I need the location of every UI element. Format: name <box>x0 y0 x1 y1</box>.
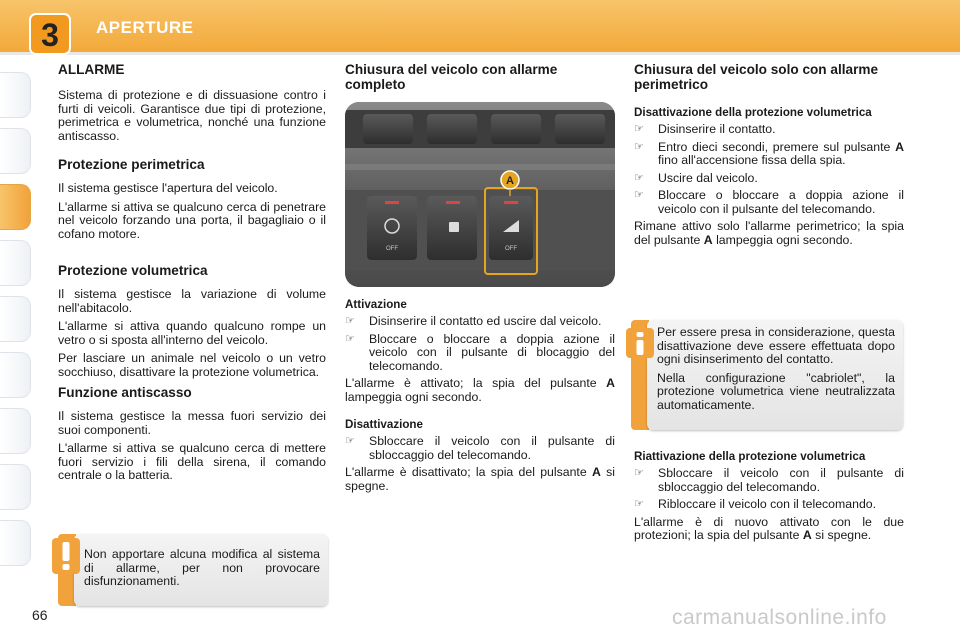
side-tab-3-active[interactable] <box>0 184 31 230</box>
side-tab-4[interactable] <box>0 240 31 286</box>
list-item: ☞ Entro dieci secondi, premere sul pulsante A fino all'accensione fissa della spia. <box>634 139 904 167</box>
info-p2: Nella configurazione "cabriolet", la protezione volumetrica viene neutralizzata automaticamente. <box>657 370 895 412</box>
section-title-antiscasso: Funzione antiscasso <box>58 385 192 400</box>
pointing-hand-icon: ☞ <box>634 123 644 135</box>
column-riattivazione <box>634 450 904 548</box>
antiscasso-p1: Il sistema gestisce la messa fuori servizio dei suoi componenti. <box>58 409 326 437</box>
dashboard-buttons-photo <box>345 102 615 287</box>
callout-a-label: A <box>506 175 514 187</box>
attivazione-note: L'allarme è attivato; la spia del pulsante A lampeggia ogni secondo. <box>345 376 616 404</box>
pointing-hand-icon: ☞ <box>634 189 644 201</box>
column-completo-body <box>345 298 615 498</box>
allarme-intro: Sistema di protezione e di dissuasione contro i furti di veicoli. Garantisce due tipi di protezione, perimetrica e volumetrica, nonché una funzione antiscasso. <box>58 88 326 143</box>
subsection-title-riattivazione: Riattivazione della protezione volumetrica <box>634 450 866 463</box>
side-tab-7[interactable] <box>0 408 31 454</box>
list-item: ☞ Sbloccare il veicolo con il pulsante di sbloccaggio del telecomando. <box>634 466 904 494</box>
warning-box <box>74 534 328 606</box>
side-tab-6[interactable] <box>0 352 31 398</box>
riattivazione-note: L'allarme è di nuovo attivato con le due protezioni; la spia del pulsante A si spegne. <box>634 514 904 542</box>
pointing-hand-icon: ☞ <box>345 435 355 447</box>
antiscasso-p2: L'allarme si attiva se qualcuno cerca di mettere fuori servizio i fili della sirena, il comando centrale o la batteria. <box>58 441 326 482</box>
pointing-hand-icon: ☞ <box>634 140 644 153</box>
pointing-hand-icon: ☞ <box>634 498 644 510</box>
list-item: ☞ Uscire dal veicolo. <box>634 170 758 185</box>
volumetrica-p3: Per lasciare un animale nel veicolo o un vetro socchiuso, disattivare la protezione volumetrica. <box>58 351 326 379</box>
info-icon <box>626 328 654 358</box>
watermark: carmanualsonline.info <box>672 606 887 629</box>
volumetrica-p2: L'allarme si attiva quando qualcuno rompe un vetro o si sposta all'interno del veicolo. <box>58 319 326 347</box>
pointing-hand-icon: ☞ <box>634 171 644 184</box>
side-tab-9[interactable] <box>0 520 31 566</box>
section-title-completo: Chiusura del veicolo con allarme completo <box>345 62 558 92</box>
section-title-perimetrica: Protezione perimetrica <box>58 157 205 172</box>
dashboard-illustration <box>345 102 615 287</box>
chapter-title: APERTURE <box>96 18 194 37</box>
side-tab-1[interactable] <box>0 72 31 118</box>
list-item: ☞ Sbloccare il veicolo con il pulsante di sbloccaggio del telecomando. <box>345 434 615 462</box>
button-off-label: OFF <box>386 246 398 252</box>
column-allarme-completo <box>345 62 615 92</box>
subsection-title-attivazione: Attivazione <box>345 298 407 311</box>
disattivazione-note: L'allarme è disattivato; la spia del pulsante A si spegne. <box>345 465 615 493</box>
exclamation-icon <box>52 538 80 574</box>
list-item: ☞ Bloccare o bloccare a doppia azione il veicolo con il pulsante di blocaggio del telecomando. <box>345 331 615 373</box>
perimetrica-p1: Il sistema gestisce l'apertura del veicolo. <box>58 181 278 195</box>
volumetrica-p1: Il sistema gestisce la variazione di volume nell'abitacolo. <box>58 287 326 315</box>
header-divider <box>0 52 960 55</box>
list-item: ☞ Disinserire il contatto. <box>634 122 776 136</box>
side-tab-2[interactable] <box>0 128 31 174</box>
pointing-hand-icon: ☞ <box>345 315 355 327</box>
side-tab-8[interactable] <box>0 464 31 510</box>
warning-text: Non apportare alcuna modifica al sistema di allarme, per non provocare disfunzionamenti. <box>84 547 320 588</box>
perimetrico-note: Rimane attivo solo l'allarme perimetrico; la spia del pulsante A lampeggia ogni secondo. <box>634 219 904 247</box>
list-item: ☞ Disinserire il contatto ed uscire dal veicolo. <box>345 314 602 328</box>
section-title-volumetrica: Protezione volumetrica <box>58 263 208 278</box>
subsection-title-disattivazione: Disattivazione <box>345 418 423 431</box>
info-box <box>647 320 903 430</box>
section-title-allarme: ALLARME <box>58 62 125 77</box>
chapter-number-badge <box>26 10 74 58</box>
column-allarme-perimetrico <box>634 62 904 252</box>
list-item: ☞ Bloccare o bloccare a doppia azione il veicolo con il pulsante del telecomando. <box>634 188 904 216</box>
pointing-hand-icon: ☞ <box>634 467 644 479</box>
perimetrica-p2: L'allarme si attiva se qualcuno cerca di penetrare nel veicolo forzando una porta, il bagagliaio o il cofano motore. <box>58 199 326 241</box>
column-allarme <box>58 62 326 488</box>
list-item: ☞ Ribloccare il veicolo con il telecomando. <box>634 497 877 511</box>
section-title-perimetrico: Chiusura del veicolo solo con allarme perimetrico <box>634 62 879 92</box>
page-number: 66 <box>32 607 48 623</box>
chapter-number: 3 <box>41 17 59 53</box>
subsection-title-disattivazione-volumetrica: Disattivazione della protezione volumetrica <box>634 106 872 119</box>
info-p1: Per essere presa in considerazione, questa disattivazione deve essere effettuata dopo ogni disinserimento del contatto. <box>657 325 895 366</box>
side-tab-5[interactable] <box>0 296 31 342</box>
pointing-hand-icon: ☞ <box>345 332 355 345</box>
button-a-off-label: OFF <box>505 246 517 252</box>
